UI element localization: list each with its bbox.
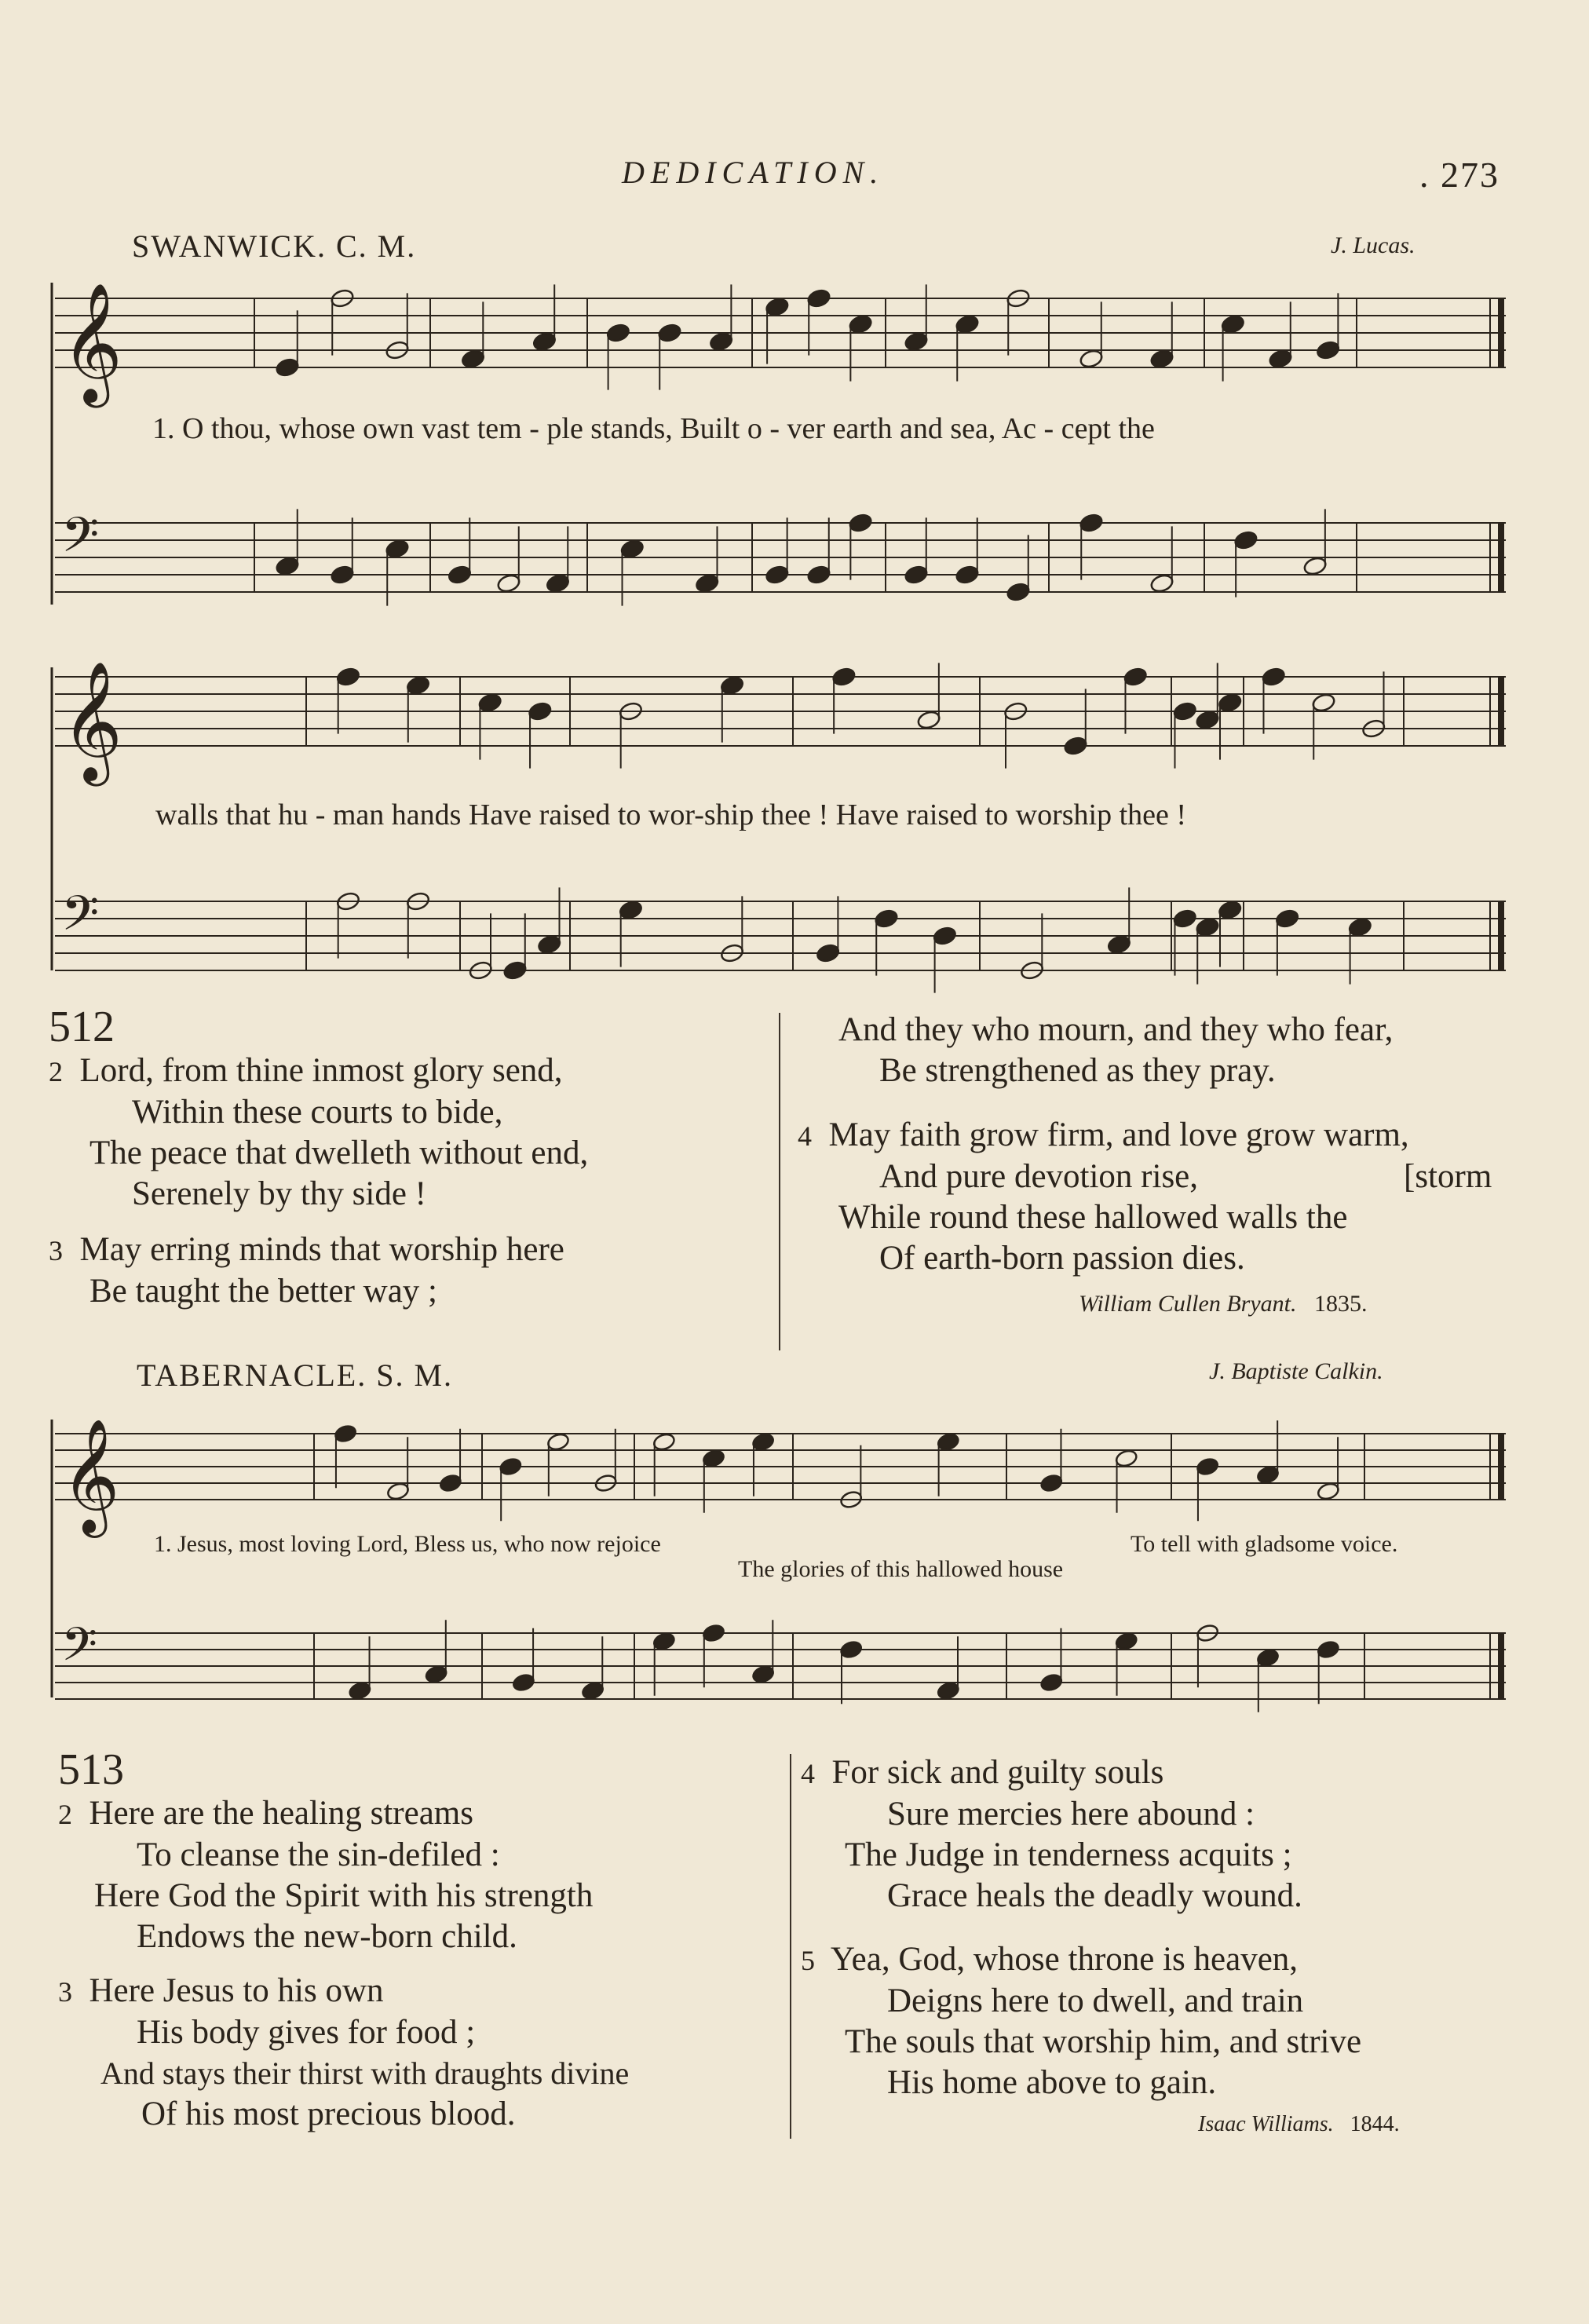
note-head <box>955 314 980 335</box>
note-head <box>695 573 720 594</box>
verse-line: And they who mourn, and they who fear, <box>838 1011 1394 1048</box>
author-512 <box>1079 1291 1368 1317</box>
note-head <box>765 565 790 586</box>
note-head <box>702 1623 726 1643</box>
verse-line: The Judge in tenderness acquits ; <box>845 1836 1292 1873</box>
verse-line: Deigns here to dwell, and train <box>887 1982 1304 2019</box>
verse-line: Be taught the better way ; <box>89 1273 437 1310</box>
verse-line: The peace that dwelleth without end, <box>89 1135 589 1171</box>
note-head <box>1256 1648 1280 1668</box>
verse-number: 4 <box>801 1758 815 1789</box>
note-head <box>937 1681 961 1701</box>
running-title: DEDICATION. <box>622 155 885 190</box>
page-number: . 273 <box>1419 155 1500 195</box>
note-head <box>1123 667 1148 688</box>
verse-number: 2 <box>58 1799 72 1830</box>
verse-line: Be strengthened as they pray. <box>879 1052 1276 1089</box>
note-head <box>1079 513 1104 534</box>
note-head <box>1347 917 1372 938</box>
verse-512-3 <box>49 1230 564 1312</box>
note-head <box>765 297 790 318</box>
verse-line: Of his most precious blood. <box>141 2096 516 2132</box>
final-bar <box>1498 901 1504 970</box>
note-head <box>546 1432 571 1452</box>
note-head <box>1106 934 1131 956</box>
note-head <box>806 565 831 586</box>
note-head <box>496 573 521 594</box>
lyric-513-line-1: 1. Jesus, most loving Lord, Bless us, who now rejoice <box>154 1531 661 1557</box>
lyric-513-line-2: The glories of this hallowed house <box>738 1556 1064 1582</box>
verse-line: To cleanse the sin-defiled : <box>137 1836 500 1873</box>
hymn-number-513: 513 <box>58 1745 124 1794</box>
verse-line: May faith grow firm, and love grow warm, <box>828 1116 1409 1153</box>
verse-513-3 <box>58 1971 629 2135</box>
verse-number: 3 <box>49 1235 63 1266</box>
composer-calkin: J. Baptiste Calkin. <box>1209 1358 1383 1384</box>
note-head <box>874 908 899 930</box>
verse-line: For sick and guilty souls <box>831 1754 1164 1791</box>
verse-number: 3 <box>58 1976 72 2008</box>
verse-line: Of earth-born passion dies. <box>879 1240 1245 1277</box>
note-head <box>1302 556 1328 577</box>
author-year: 1835. <box>1314 1291 1368 1317</box>
lyric-line-2: walls that hu - man hands Have raised to wor-ship thee ! Have raised to worship thee ! <box>155 798 1187 831</box>
verse-line: Here Jesus to his own <box>89 1972 384 2009</box>
note-head <box>932 926 957 947</box>
verse-line: And pure devotion rise, <box>879 1158 1199 1195</box>
note-head <box>1172 908 1197 930</box>
note-head <box>1195 710 1220 731</box>
column-divider <box>779 1013 780 1350</box>
verse-512-3-cont <box>798 1010 1393 1091</box>
note-head <box>751 1664 776 1684</box>
note-head <box>916 710 941 731</box>
note-head <box>1149 573 1174 594</box>
note-head <box>537 934 562 956</box>
final-bar <box>1498 1434 1504 1500</box>
lyric-513-line-1b: To tell with gladsome voice. <box>1131 1531 1398 1557</box>
note-head <box>546 573 571 594</box>
note-head <box>502 960 528 981</box>
note-head <box>619 539 645 560</box>
verse-513-5 <box>801 1939 1361 2103</box>
note-head <box>1114 1632 1138 1651</box>
note-head <box>348 1681 372 1701</box>
note-head <box>1149 349 1174 370</box>
note-head <box>1172 701 1197 722</box>
lyric-line-1: 1. O thou, whose own vast tem - ple stands, Built o - ver earth and sea, Ac - cept the <box>152 412 1155 445</box>
note-head <box>848 513 873 534</box>
verse-number: 4 <box>798 1120 812 1152</box>
note-head <box>461 349 486 370</box>
verse-line: Sure mercies here abound : <box>887 1796 1255 1833</box>
verse-line: Yea, God, whose throne is heaven, <box>830 1941 1299 1978</box>
note-head <box>406 675 431 696</box>
note-head <box>848 314 873 335</box>
note-head <box>1114 1449 1138 1468</box>
verse-line: May erring minds that worship here <box>79 1231 564 1268</box>
note-head <box>1218 692 1243 714</box>
verse-line: Serenely by thy side ! <box>132 1175 426 1212</box>
note-head <box>1039 1473 1064 1493</box>
verse-line-overflow: [storm <box>1404 1158 1492 1195</box>
note-head <box>275 357 300 378</box>
verse-line: Lord, from thine inmost glory send, <box>79 1052 563 1089</box>
verse-line: The souls that worship him, and strive <box>845 2023 1362 2060</box>
note-head <box>709 331 734 353</box>
final-bar <box>1498 677 1504 746</box>
note-head <box>1006 582 1031 603</box>
note-head <box>1316 340 1341 361</box>
note-head <box>581 1681 605 1701</box>
note-head <box>424 1664 448 1684</box>
note-head <box>839 1639 864 1659</box>
treble-clef-icon: 𝄞 <box>61 660 123 782</box>
note-head <box>652 1632 677 1651</box>
note-head <box>1079 349 1104 370</box>
note-head <box>816 943 841 964</box>
verse-512-4 <box>798 1115 1492 1279</box>
note-head <box>1261 667 1286 688</box>
note-head <box>1268 349 1293 370</box>
verse-line: Grace heals the deadly wound. <box>887 1877 1302 1914</box>
tune-name-swanwick: SWANWICK. C. M. <box>132 228 417 264</box>
bass-clef-icon: 𝄢 <box>61 506 100 576</box>
note-head <box>1220 314 1245 335</box>
note-head <box>1317 1482 1341 1501</box>
note-head <box>531 331 557 353</box>
verse-line: While round these hallowed walls the <box>838 1199 1348 1236</box>
tune-name-tabernacle: TABERNACLE. S. M. <box>137 1357 454 1393</box>
note-head <box>720 675 745 696</box>
author-name: Isaac Williams. <box>1198 2112 1334 2136</box>
final-bar <box>1498 1633 1504 1699</box>
note-head <box>334 1423 358 1443</box>
verse-line: Here are the healing streams <box>89 1795 473 1832</box>
note-head <box>1256 1465 1280 1485</box>
bass-clef-icon: 𝄢 <box>61 1617 97 1683</box>
note-head <box>955 565 980 586</box>
note-head <box>618 900 643 921</box>
note-head <box>904 331 929 353</box>
verse-line: Within these courts to bide, <box>132 1094 503 1131</box>
verse-line: And stays their thirst with draughts divine <box>100 2055 630 2091</box>
note-head <box>831 667 857 688</box>
note-head <box>1039 1672 1064 1692</box>
note-head <box>512 1672 536 1692</box>
note-head <box>330 565 355 586</box>
note-head <box>1195 917 1220 938</box>
final-bar <box>1498 523 1504 592</box>
note-head <box>657 323 682 344</box>
note-head <box>386 1482 411 1501</box>
note-head <box>1063 736 1088 757</box>
verse-line: Endows the new-born child. <box>137 1918 517 1955</box>
note-head <box>806 288 831 309</box>
note-head <box>652 1432 677 1452</box>
verse-number: 2 <box>49 1056 63 1087</box>
column-divider <box>790 1754 791 2139</box>
hymn-number-512: 512 <box>49 1003 115 1051</box>
note-head <box>605 323 630 344</box>
note-head <box>477 692 502 714</box>
author-513 <box>1198 2112 1400 2137</box>
verse-number: 5 <box>801 1945 815 1976</box>
verse-513-2 <box>58 1793 593 1957</box>
note-head <box>439 1473 463 1493</box>
note-head <box>1218 900 1243 921</box>
note-head <box>1311 692 1336 714</box>
note-head <box>335 667 360 688</box>
verse-513-4 <box>801 1752 1302 1917</box>
verse-line: His body gives for food ; <box>137 2014 476 2051</box>
composer-lucas: J. Lucas. <box>1331 232 1415 258</box>
bass-clef-icon: 𝄢 <box>61 885 100 954</box>
verse-512-2 <box>49 1051 588 1215</box>
note-head <box>1317 1639 1341 1659</box>
verse-line: Here God the Spirit with his strength <box>94 1877 594 1914</box>
note-head <box>275 556 300 577</box>
note-head <box>1196 1456 1220 1476</box>
note-head <box>937 1432 961 1452</box>
note-head <box>751 1432 776 1452</box>
author-name: William Cullen Bryant. <box>1079 1291 1297 1317</box>
note-head <box>702 1449 726 1468</box>
note-head <box>528 701 553 722</box>
treble-clef-icon: 𝄞 <box>61 1417 120 1533</box>
note-head <box>447 565 473 586</box>
note-head <box>499 1456 523 1476</box>
treble-clef-icon: 𝄞 <box>61 282 123 404</box>
note-head <box>1275 908 1300 930</box>
note-head <box>385 539 410 560</box>
verse-line: His home above to gain. <box>887 2064 1217 2101</box>
note-head <box>904 565 929 586</box>
final-bar <box>1498 298 1504 367</box>
author-year: 1844. <box>1350 2112 1400 2136</box>
note-head <box>1233 530 1258 551</box>
